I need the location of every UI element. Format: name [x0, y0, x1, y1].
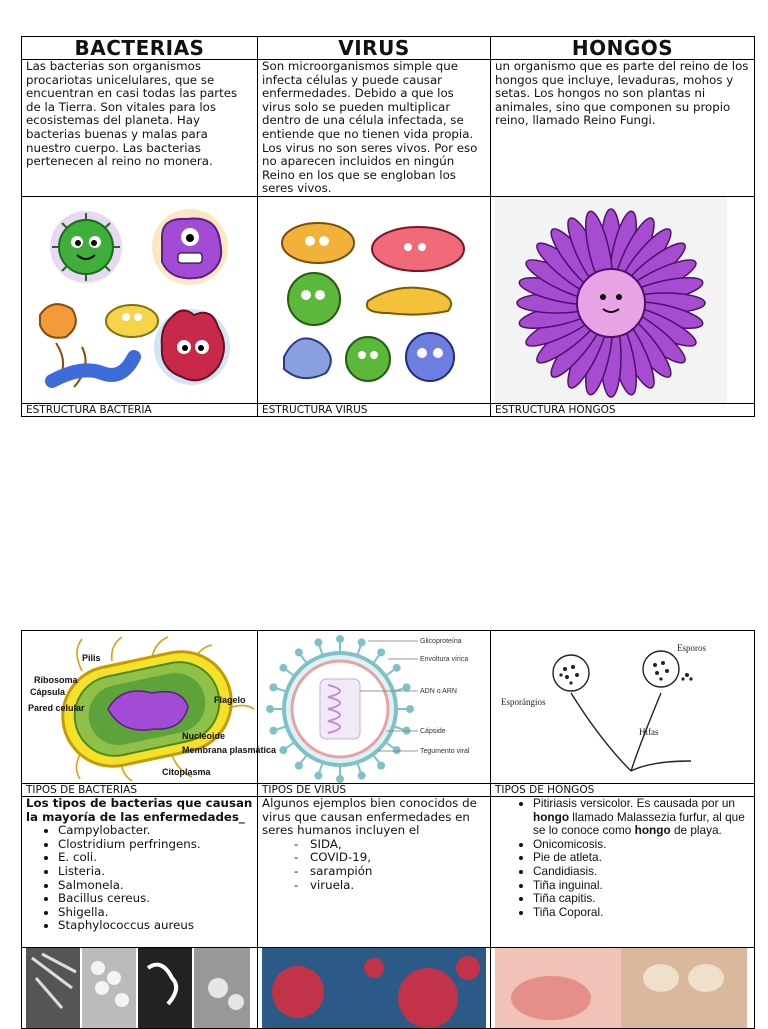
types-caption-row — [22, 784, 755, 797]
fungus-diagram-cell — [491, 631, 755, 784]
table-top — [21, 36, 755, 417]
cartoon-fungus-illustration — [491, 197, 755, 403]
label-tegumento: Tegumento viral — [420, 748, 470, 755]
virus-spike-tip — [378, 649, 384, 655]
virus-spike-tip — [394, 747, 400, 753]
label-pilis: Pilis — [82, 653, 101, 663]
label-capside: Cápside — [420, 728, 446, 735]
virus-types-cell — [258, 797, 491, 948]
list-item: • Clostridium perfringens. — [58, 838, 253, 852]
virus-types-intro: Algunos ejemplos bien conocidos de virus que causan enfermedades en seres humanos incluyen el — [262, 796, 477, 838]
description-row — [22, 60, 755, 197]
virus-diagram-cell — [258, 631, 491, 784]
fungus-illustration-cell — [491, 196, 755, 403]
caption-types-virus: TIPOS DE VIRUS — [258, 784, 491, 797]
list-item: • Candidiasis. — [533, 865, 750, 879]
list-item: • Salmonela. — [58, 879, 253, 893]
list-item: - COVID-19, — [310, 851, 486, 865]
bacteria-diagram-cell — [22, 631, 277, 784]
label-esporos: Esporos — [677, 643, 706, 653]
fungus-structure-diagram — [491, 631, 755, 783]
virus-spike-tip — [280, 665, 286, 671]
list-item: • Shigella. — [58, 906, 253, 920]
label-hifas: Hifas — [639, 727, 659, 737]
label-citoplasma: Citoplasma — [162, 767, 211, 777]
list-item: • Staphylococcus aureus — [58, 919, 253, 933]
caption-structure-bacteria: ESTRUCTURA BACTERIA — [22, 403, 258, 416]
description-virus-text-2: Los virus no son seres vivos. Por eso no aparecen incluidos en ningún Reino en los que se engloban los seres vivos. — [262, 140, 478, 196]
virus-spike-tip — [296, 763, 302, 769]
header-row — [22, 37, 755, 60]
virus-spike-tip — [359, 773, 365, 779]
virus-spike-tip — [337, 776, 343, 782]
virus-illustration-cell — [258, 196, 491, 403]
caption-types-bacteria: TIPOS DE BACTERIAS — [22, 784, 258, 797]
cartoon-bacteria-illustration — [22, 197, 258, 403]
label-pared-celular: Pared celular — [28, 703, 85, 713]
virus-types-list — [262, 838, 486, 892]
list-item: • Campylobacter. — [58, 824, 253, 838]
header-bacterias: BACTERIAS — [22, 37, 258, 60]
caption-types-hongos: TIPOS DE HONGOS — [491, 784, 755, 797]
list-item: • Tiña Coporal. — [533, 906, 750, 920]
virus-spike-tip — [270, 728, 276, 734]
list-item: - viruela. — [310, 879, 486, 893]
header-virus: VIRUS — [258, 37, 491, 60]
description-hongos — [491, 60, 755, 197]
virus-render-photo — [258, 948, 491, 1028]
description-bacterias-text: Las bacterias son organismos procariotas unicelulares, que se encuentran en casi todas las partes de la Tierra. Son vitales para los ecosistemas del planeta. Hay bacterias buenas y malas para nuestro cuerpo. Las bacterias pertenecen al reino no monera. — [26, 59, 238, 169]
structure-caption-row — [22, 403, 755, 416]
fungal-infection-photo — [491, 948, 755, 1028]
label-envoltura: Envoltura vírica — [420, 656, 469, 663]
description-hongos-text: un organismo que es parte del reino de los hongos que incluye, levaduras, mohos y setas. Los hongos no son plantas ni animales, sino que componen su propio reino, llamado Reino Fungi. — [495, 59, 749, 128]
hongos-types-cell — [491, 797, 755, 948]
virus-spike-tip — [394, 665, 400, 671]
bacteria-types-intro: Los tipos de bacterias que causan la mayoría de las enfermedades_ — [26, 796, 253, 824]
virus-spike-tip — [359, 639, 365, 645]
bacteria-types-cell — [22, 797, 258, 948]
label-adn-arn: ADN o ARN — [420, 688, 457, 695]
list-item: - sarampión — [310, 865, 486, 879]
description-virus — [258, 60, 491, 197]
virus-spike-tip — [270, 684, 276, 690]
label-membrana: Membrana plasmática — [182, 745, 277, 755]
list-item: • Tiña capitis. — [533, 892, 750, 906]
list-item: • Pie de atleta. — [533, 851, 750, 865]
label-esporangios: Esporángios — [501, 697, 546, 707]
table-bottom — [21, 630, 755, 1029]
caption-structure-hongos: ESTRUCTURA HONGOS — [491, 403, 755, 416]
caption-structure-virus: ESTRUCTURA VIRUS — [258, 403, 491, 416]
photo-row — [22, 948, 755, 1029]
hongos-types-list — [495, 797, 750, 919]
label-glicoproteina: Glicoproteína — [420, 638, 462, 645]
bacteria-photo-cell — [22, 948, 258, 1029]
description-virus-text-1: Son microorganismos simple que infecta células y puede causar enfermedades. Debido a que los virus solo se pueden multiplicar dentro de una célula infectada, se entiende que no tienen vida propia. — [262, 59, 474, 141]
virus-structure-diagram — [258, 631, 491, 783]
label-ribosoma: Ribosoma — [34, 675, 78, 685]
virus-spike-tip — [407, 706, 413, 712]
virus-spike-tip — [296, 649, 302, 655]
list-item: • E. coli. — [58, 851, 253, 865]
diagram-row — [22, 631, 755, 784]
list-item: • Listeria. — [58, 865, 253, 879]
list-item: • Bacillus cereus. — [58, 892, 253, 906]
virus-spike-tip — [378, 763, 384, 769]
list-item: • Pitiriasis versicolor. Es causada por un hongo llamado Malassezia furfur, al que se lo conoce como hongo de playa. — [533, 797, 750, 838]
label-capsula: Cápsula — [30, 687, 66, 697]
label-nucleoide: Nucleoide — [182, 731, 226, 741]
list-item: - SIDA, — [310, 838, 486, 852]
header-hongos: HONGOS — [491, 37, 755, 60]
bacteria-illustration-cell — [22, 196, 258, 403]
hongos-photo-cell — [491, 948, 755, 1029]
bacteria-types-list — [26, 824, 253, 933]
virus-photo-cell — [258, 948, 491, 1029]
virus-spike-tip — [280, 747, 286, 753]
bacteria-micrograph-photo — [22, 948, 258, 1028]
label-flagelo: Flagelo — [214, 695, 246, 705]
illustration-row — [22, 196, 755, 403]
list-item: • Tiña inguinal. — [533, 879, 750, 893]
virus-spike-tip — [404, 684, 410, 690]
virus-spike-tip — [267, 706, 273, 712]
virus-spike-tip — [315, 639, 321, 645]
virus-spike-tip — [337, 636, 343, 642]
bacteria-structure-diagram — [22, 631, 277, 783]
description-bacterias — [22, 60, 258, 197]
types-list-row — [22, 797, 755, 948]
cartoon-virus-illustration — [258, 197, 491, 403]
list-item: • Onicomicosis. — [533, 838, 750, 852]
virus-spike-tip — [315, 773, 321, 779]
